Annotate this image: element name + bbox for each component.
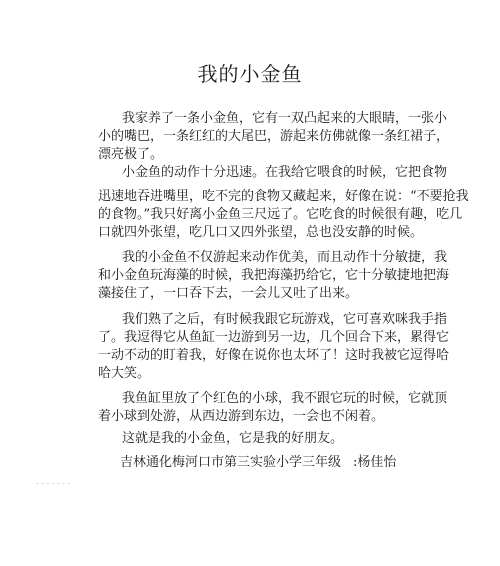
paragraph-4-line-1: 我的小金鱼不仅游起来动作优美，而且动作十分敏捷，我 [122,250,448,265]
paragraph-1-line-3: 漂亮极了。 [98,147,164,162]
paragraph-5-line-3: 一动不动的盯着我，好像在说你也太坏了！这时我被它逗得哈 [98,348,450,363]
paragraph-5-line-4: 哈大笑。 [98,366,151,381]
paragraph-1-line-2: 小的嘴巴，一条红红的大尾巴，游起来仿佛就像一条红裙子， [98,129,450,144]
paragraph-5-line-1: 我们熟了之后，有时候我跟它玩游戏，它可喜欢咪我手指 [122,312,448,327]
paragraph-5-line-2: 了。我逗得它从鱼缸一边游到另一边，几个回合下来，累得它 [98,330,450,345]
essay-title: 我的小金鱼 [197,62,303,86]
paragraph-2-line-1: 小金鱼的动作十分迅速。在我给它喂食的时候，它把食物 [122,165,448,180]
signature-author: :杨佳怡 [353,455,397,470]
signature [120,451,396,470]
paragraph-3-line-2: 的食物。”我只好离小金鱼三尺远了。它吃食的时候很有趣，吃几 [98,207,463,222]
paragraph-4-line-2: 和小金鱼玩海藻的时候，我把海藻扔给它，它十分敏捷地把海 [98,268,450,283]
faint-dash-mark [36,483,70,485]
paragraph-3-line-1: 迅速地吞进嘴里，吃不完的食物又藏起来，好像在说：“不要抢我 [98,189,469,204]
paragraph-1-line-1: 我家养了一条小金鱼，它有一双凸起来的大眼睛，一张小 [122,111,448,126]
paragraph-6-line-1: 我鱼缸里放了个红色的小球，我不跟它玩的时候，它就顶 [122,391,448,406]
paragraph-3-line-3: 口就四外张望，吃几口又四外张望，总也没安静的时候。 [98,225,424,240]
paragraph-7-line-1: 这就是我的小金鱼，它是我的好朋友。 [122,431,344,446]
paragraph-6-line-2: 着小球到处游，从西边游到东边，一会也不闲着。 [98,409,385,424]
signature-school: 吉林通化梅河口市第三实验小学三年级 [120,455,342,470]
paragraph-4-line-3: 藻接住了，一口吞下去，一会儿又吐了出来。 [98,286,359,301]
